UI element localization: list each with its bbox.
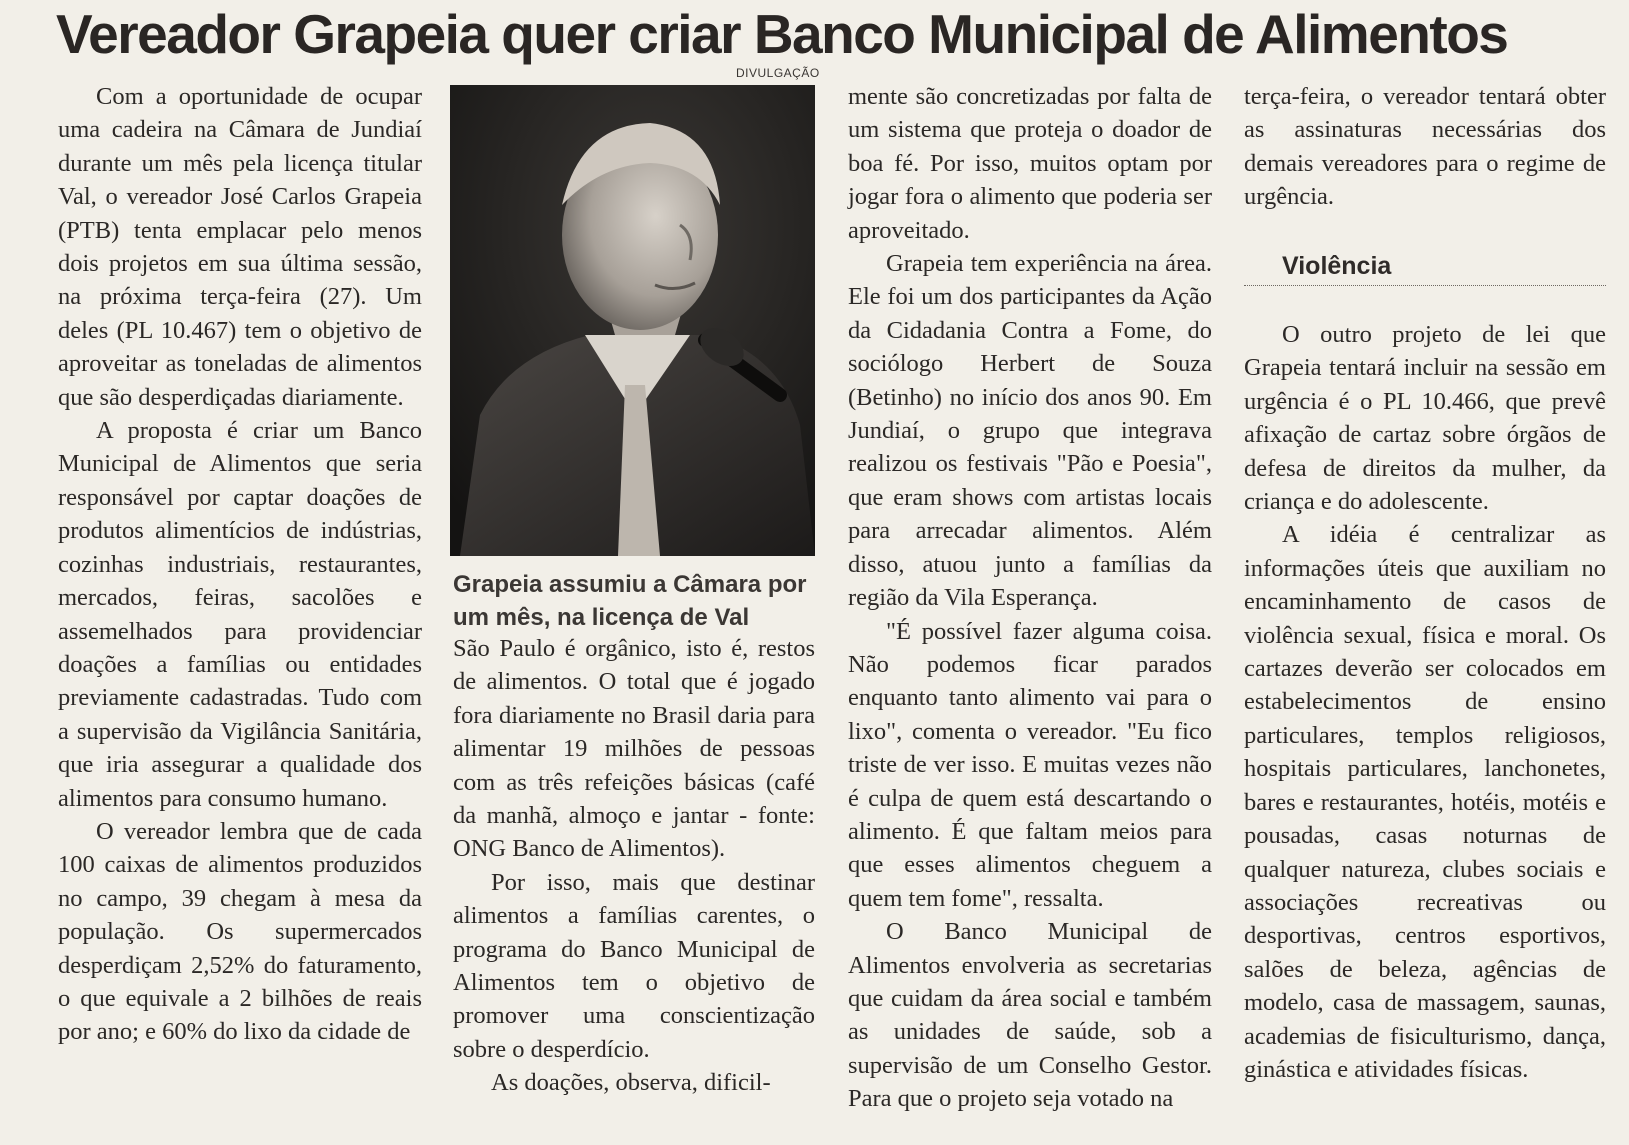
paragraph: São Paulo é orgânico, isto é, restos de alimentos. O total que é jogado fora diariamente no Brasil daria para alimentar 19 milhões de pessoas com as três refeições básicas (café da manhã, almoço e jantar - fonte: ONG Banco de Alimentos).: [453, 635, 815, 863]
paragraph: O Banco Municipal de Alimentos envolveria as secretarias que cuidam da área social e também as unidades de saúde, sob a supervisão de um Conselho Gestor. Para que o projeto seja votado na: [848, 918, 1212, 1113]
paragraph: As doações, observa, dificil-: [491, 1069, 771, 1097]
portrait-illustration: [450, 85, 815, 556]
article-column-4: [1244, 80, 1606, 214]
photo-caption: Grapeia assumiu a Câmara por um mês, na licença de Val: [453, 571, 807, 631]
paragraph: O outro projeto de lei que Grapeia tentará incluir na sessão em urgência é o PL 10.466, que prevê afixação de cartaz sobre órgãos de defesa de direitos da mulher, da criança e do adolescente.: [1244, 321, 1606, 516]
paragraph: A idéia é centralizar as informações úteis que auxiliam no encaminhamento de casos de violência sexual, física e moral. Os cartazes deverão ser colocados em estabelecimentos de ensino particulares, templos religiosos, hospitais particulares, lanchonetes, bares e restaurantes, hotéis, motéis e pousadas, casas noturnas de qualquer natureza, clubes sociais e associações recreativas ou desportivas, centros esportivos, salões de beleza, agências de modelo, casa de massagem, saunas, academias de fisiculturismo, dança, ginástica e atividades físicas.: [1244, 521, 1606, 1083]
paragraph: A proposta é criar um Banco Municipal de Alimentos que seria responsável por captar doações de produtos alimentícios de indústrias, cozinhas industriais, restaurantes, mercados, feiras, sacolões e assemelhados para providenciar doações a famílias ou entidades previamente cadastradas. Tudo com a supervisão da Vigilância Sanitária, que iria assegurar a qualidade dos alimentos para consumo humano.: [58, 417, 422, 812]
article-column-3: [848, 80, 1212, 1116]
article-column-4-continued: [1244, 318, 1606, 1086]
article-column-1: [58, 80, 422, 1049]
paragraph: mente são concretizadas por falta de um sistema que proteja o doador de boa fé. Por isso, muitos optam por jogar fora o alimento que poderia ser aproveitado.: [848, 83, 1212, 244]
paragraph: Por isso, mais que destinar alimentos a famílias carentes, o programa do Banco Municipal de Alimentos tem o objetivo de promover uma conscientização sobre o desperdício.: [453, 868, 815, 1063]
portrait-photo: [450, 85, 815, 556]
article-column-2: [453, 632, 815, 1100]
paragraph: "É possível fazer alguma coisa. Não podemos ficar parados enquanto tanto alimento vai para o lixo", comenta o vereador. "Eu fico triste de ver isso. E muitas vezes não é culpa de quem está descartando o alimento. É que faltam meios para que esses alimentos cheguem a quem tem fome", ressalta.: [848, 617, 1212, 912]
headline: Vereador Grapeia quer criar Banco Municipal de Alimentos: [56, 3, 1508, 65]
photo-credit: DIVULGAÇÃO: [736, 66, 820, 80]
paragraph: Com a oportunidade de ocupar uma cadeira na Câmara de Jundiaí durante um mês pela licença titular Val, o vereador José Carlos Grapeia (PTB) tenta emplacar pelo menos dois projetos em sua última sessão, na próxima terça-feira (27). Um deles (PL 10.467) tem o objetivo de aproveitar as toneladas de alimentos que são desperdiçadas diariamente.: [58, 83, 422, 411]
paragraph: Grapeia tem experiência na área. Ele foi um dos participantes da Ação da Cidadania Contra a Fome, do sociólogo Herbert de Souza (Betinho) no início dos anos 90. Em Jundiaí, o grupo que integrava realizou os festivais "Pão e Poesia", que eram shows com artistas locais para arrecadar alimentos. Além disso, atuou junto a famílias da região da Vila Esperança.: [848, 250, 1212, 612]
section-subheading: [1244, 250, 1606, 286]
paragraph: terça-feira, o vereador tentará obter as assinaturas necessárias dos demais vereadores para o regime de urgência.: [1244, 83, 1606, 211]
paragraph: O vereador lembra que de cada 100 caixas de alimentos produzidos no campo, 39 chegam à mesa da população. Os supermercados desperdiçam 2,52% do faturamento, o que equivale a 2 bilhões de reais por ano; e 60% do lixo da cidade de: [58, 817, 422, 1046]
subheading-text: Violência: [1282, 252, 1392, 280]
